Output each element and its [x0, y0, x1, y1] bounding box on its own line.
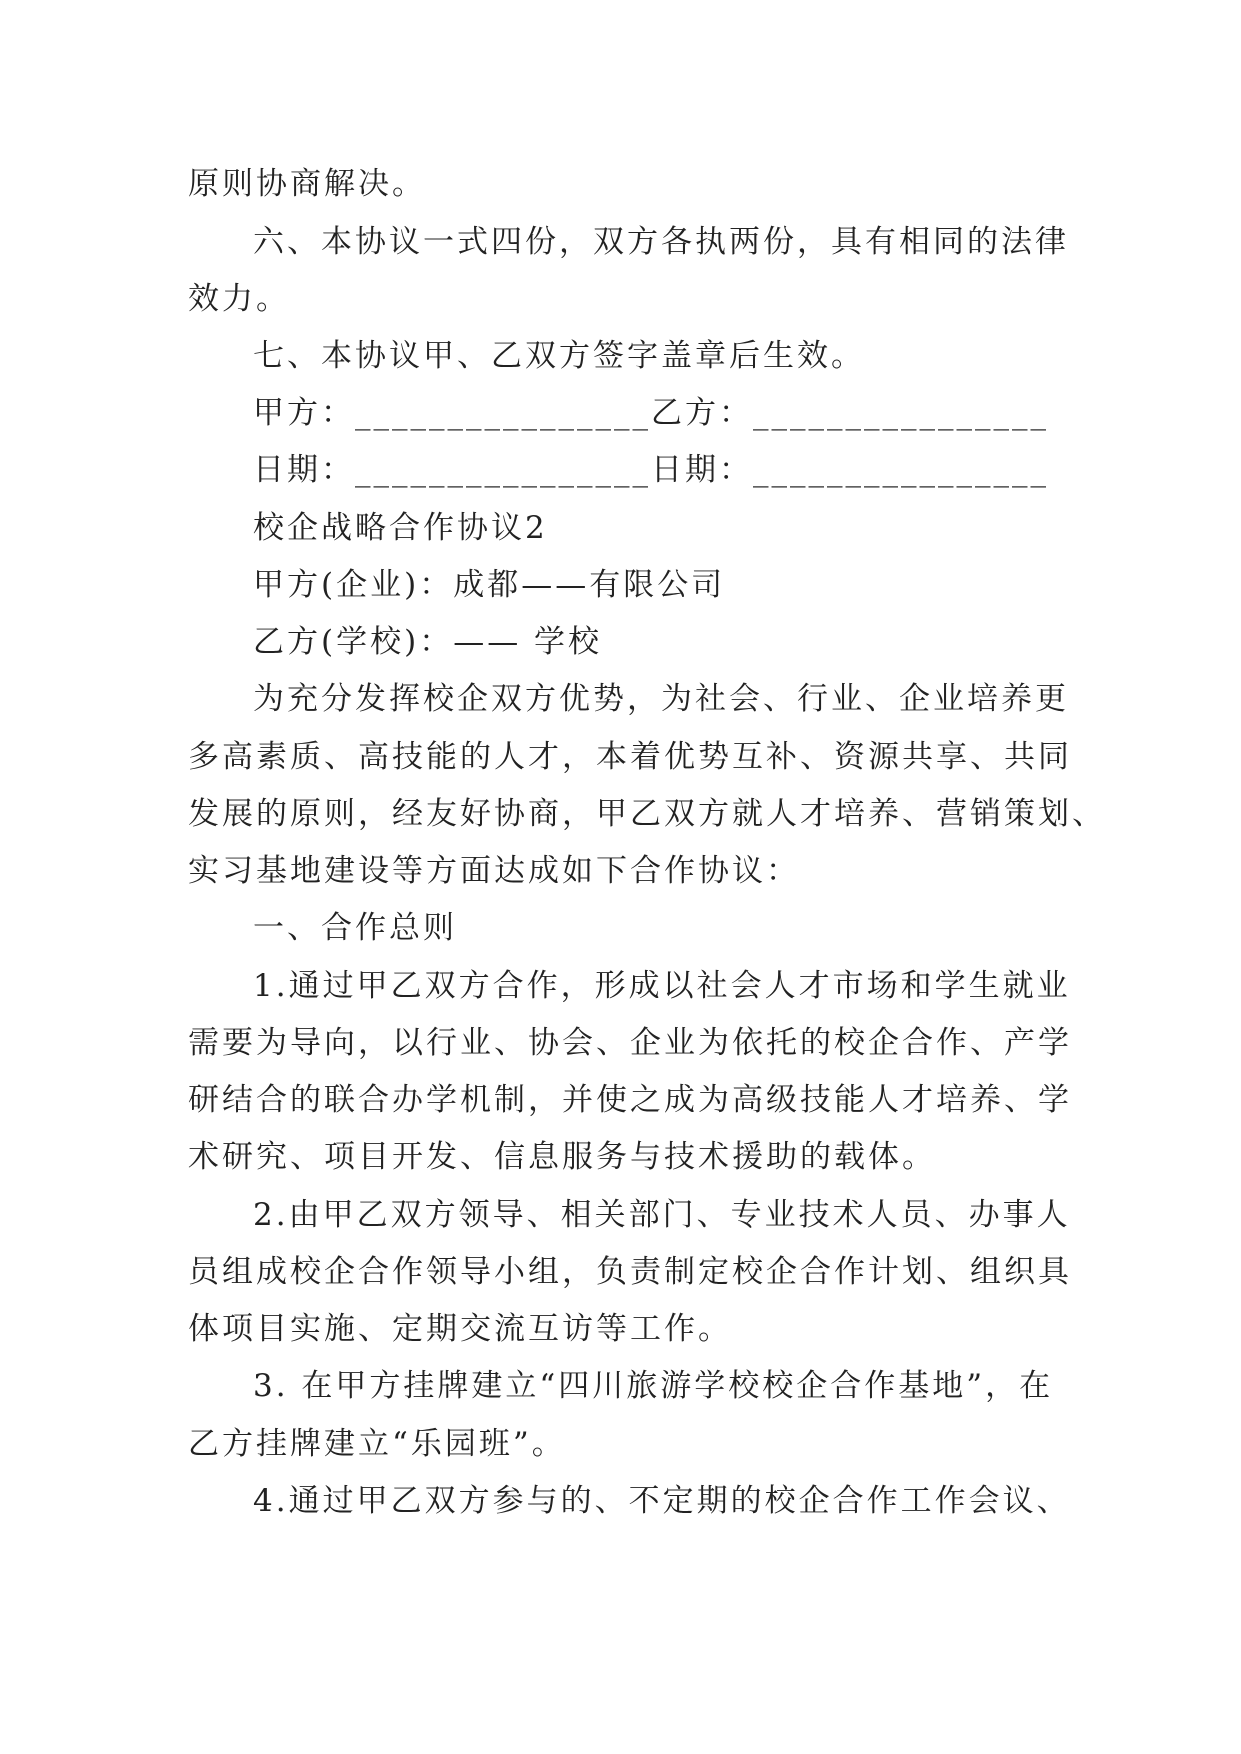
- text-line: 原则协商解决。: [188, 166, 426, 202]
- text-line: 3. 在甲方挂牌建立“四川旅游学校校企合作基地”，在: [253, 1368, 1054, 1404]
- text-line: 七、本协议甲、乙双方签字盖章后生效。: [253, 338, 865, 374]
- text-line: 员组成校企合作领导小组，负责制定校企合作计划、组织具: [188, 1254, 1072, 1290]
- text-line: 效力。: [188, 281, 290, 317]
- text-line: 为充分发挥校企双方优势，为社会、行业、企业培养更: [253, 681, 1069, 717]
- text-line: 体项目实施、定期交流互访等工作。: [188, 1311, 732, 1347]
- signature-line-party-a-b: 甲方：________________乙方：________________: [253, 395, 1049, 431]
- text-line: 多高素质、高技能的人才，本着优势互补、资源共享、共同: [188, 739, 1072, 775]
- text-line: 术研究、项目开发、信息服务与技术援助的载体。: [188, 1139, 936, 1175]
- text-line: 六、本协议一式四份，双方各执两份，具有相同的法律: [253, 224, 1069, 260]
- text-line: 4.通过甲乙双方参与的、不定期的校企合作工作会议、: [253, 1483, 1071, 1519]
- party-a-line: 甲方(企业)：成都——有限公司: [253, 567, 726, 603]
- text-line: 2.由甲乙双方领导、相关部门、专业技术人员、办事人: [253, 1197, 1071, 1233]
- text-line: 需要为导向，以行业、协会、企业为依托的校企合作、产学: [188, 1025, 1072, 1061]
- text-line: 研结合的联合办学机制，并使之成为高级技能人才培养、学: [188, 1082, 1072, 1118]
- text-line: 发展的原则，经友好协商，甲乙双方就人才培养、营销策划、: [188, 796, 1106, 832]
- text-line: 1.通过甲乙双方合作，形成以社会人才市场和学生就业: [253, 968, 1071, 1004]
- date-line: 日期：________________日期：________________: [253, 452, 1049, 488]
- section-title: 校企战略合作协议2: [253, 510, 548, 546]
- section-heading: 一、合作总则: [253, 910, 457, 946]
- text-line: 乙方挂牌建立“乐园班”。: [188, 1426, 566, 1462]
- text-line: 实习基地建设等方面达成如下合作协议：: [188, 853, 800, 889]
- party-b-line: 乙方(学校)：—— 学校: [253, 624, 603, 660]
